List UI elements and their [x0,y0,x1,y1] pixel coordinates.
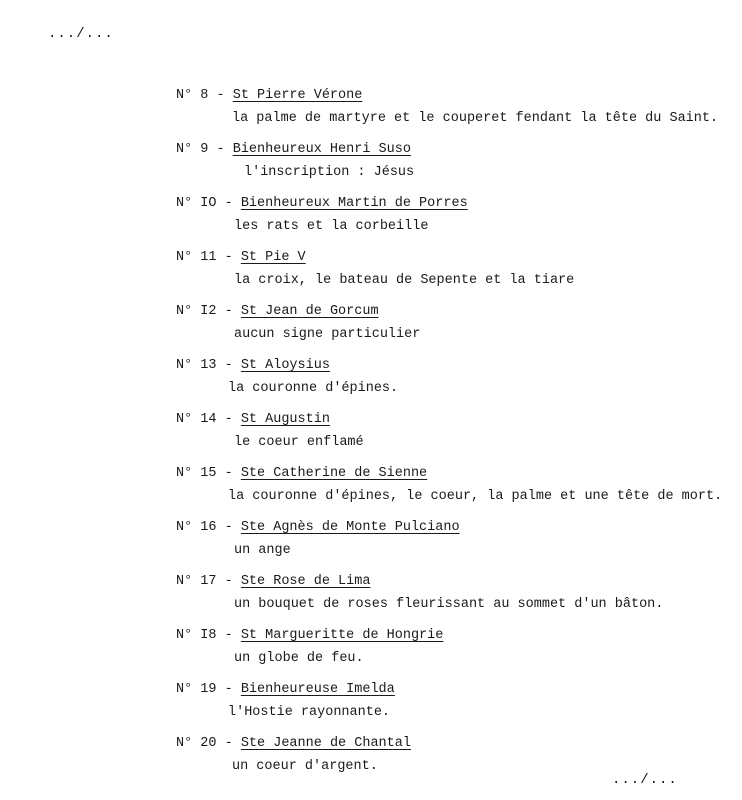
entry-number: N° 15 - [176,466,233,481]
attribute-description: le coeur enflamé [234,435,364,450]
entry-number: N° 9 - [176,142,225,157]
attribute-description: les rats et la corbeille [234,219,429,234]
entry-number: N° I8 - [176,628,233,643]
continuation-marker-bottom: .../... [612,772,678,788]
list-item [176,410,364,453]
attribute-description: la palme de martyre et le couperet fendant la tête du Saint. [232,111,719,126]
saint-name: Ste Catherine de Sienne [240,466,428,481]
list-item [176,248,574,291]
saint-name: Ste Agnès de Monte Pulciano [240,520,460,535]
entry-number: N° 16 - [176,520,233,535]
entry-number: N° 11 - [176,250,233,265]
list-item [176,302,420,345]
saint-name: Ste Jeanne de Chantal [240,736,411,751]
list-item [176,680,395,723]
attribute-description: la croix, le bateau de Sepente et la tiare [234,273,575,288]
saint-name: Bienheureuse Imelda [240,682,395,697]
list-item [176,86,718,129]
entry-number: N° 19 - [176,682,233,697]
attribute-description: un coeur d'argent. [232,759,378,774]
attribute-description: l'inscription : Jésus [244,165,415,180]
saint-name: Ste Rose de Lima [240,574,371,589]
saint-name: Bienheureux Martin de Porres [240,196,468,211]
entry-number: N° 13 - [176,358,233,373]
list-item [176,194,468,237]
continuation-marker-top: .../... [48,26,114,42]
list-item [176,518,460,561]
saint-name: St Pierre Vérone [232,88,363,103]
list-item [176,356,398,399]
list-item [176,464,722,507]
entry-number: N° 20 - [176,736,233,751]
entry-number: N° 17 - [176,574,233,589]
list-item [176,734,411,777]
saint-name: St Jean de Gorcum [240,304,379,319]
attribute-description: un bouquet de roses fleurissant au sommet d'un bâton. [234,597,664,612]
attribute-description: l'Hostie rayonnante. [228,705,391,720]
list-item [176,140,414,183]
saint-name: St Augustin [240,412,330,427]
attribute-description: la couronne d'épines. [228,381,399,396]
saint-name: St Aloysius [240,358,330,373]
saint-name: Bienheureux Henri Suso [232,142,411,157]
saint-name: St Pie V [240,250,306,265]
list-item [176,572,663,615]
attribute-description: un ange [234,543,291,558]
saint-name: St Margueritte de Hongrie [240,628,444,643]
entry-number: N° 14 - [176,412,233,427]
attribute-description: aucun signe particulier [234,327,421,342]
list-item [176,626,443,669]
entry-number: N° IO - [176,196,233,211]
entry-number: N° 8 - [176,88,225,103]
attribute-description: un globe de feu. [234,651,364,666]
entry-number: N° I2 - [176,304,233,319]
attribute-description: la couronne d'épines, le coeur, la palme et une tête de mort. [228,489,723,504]
